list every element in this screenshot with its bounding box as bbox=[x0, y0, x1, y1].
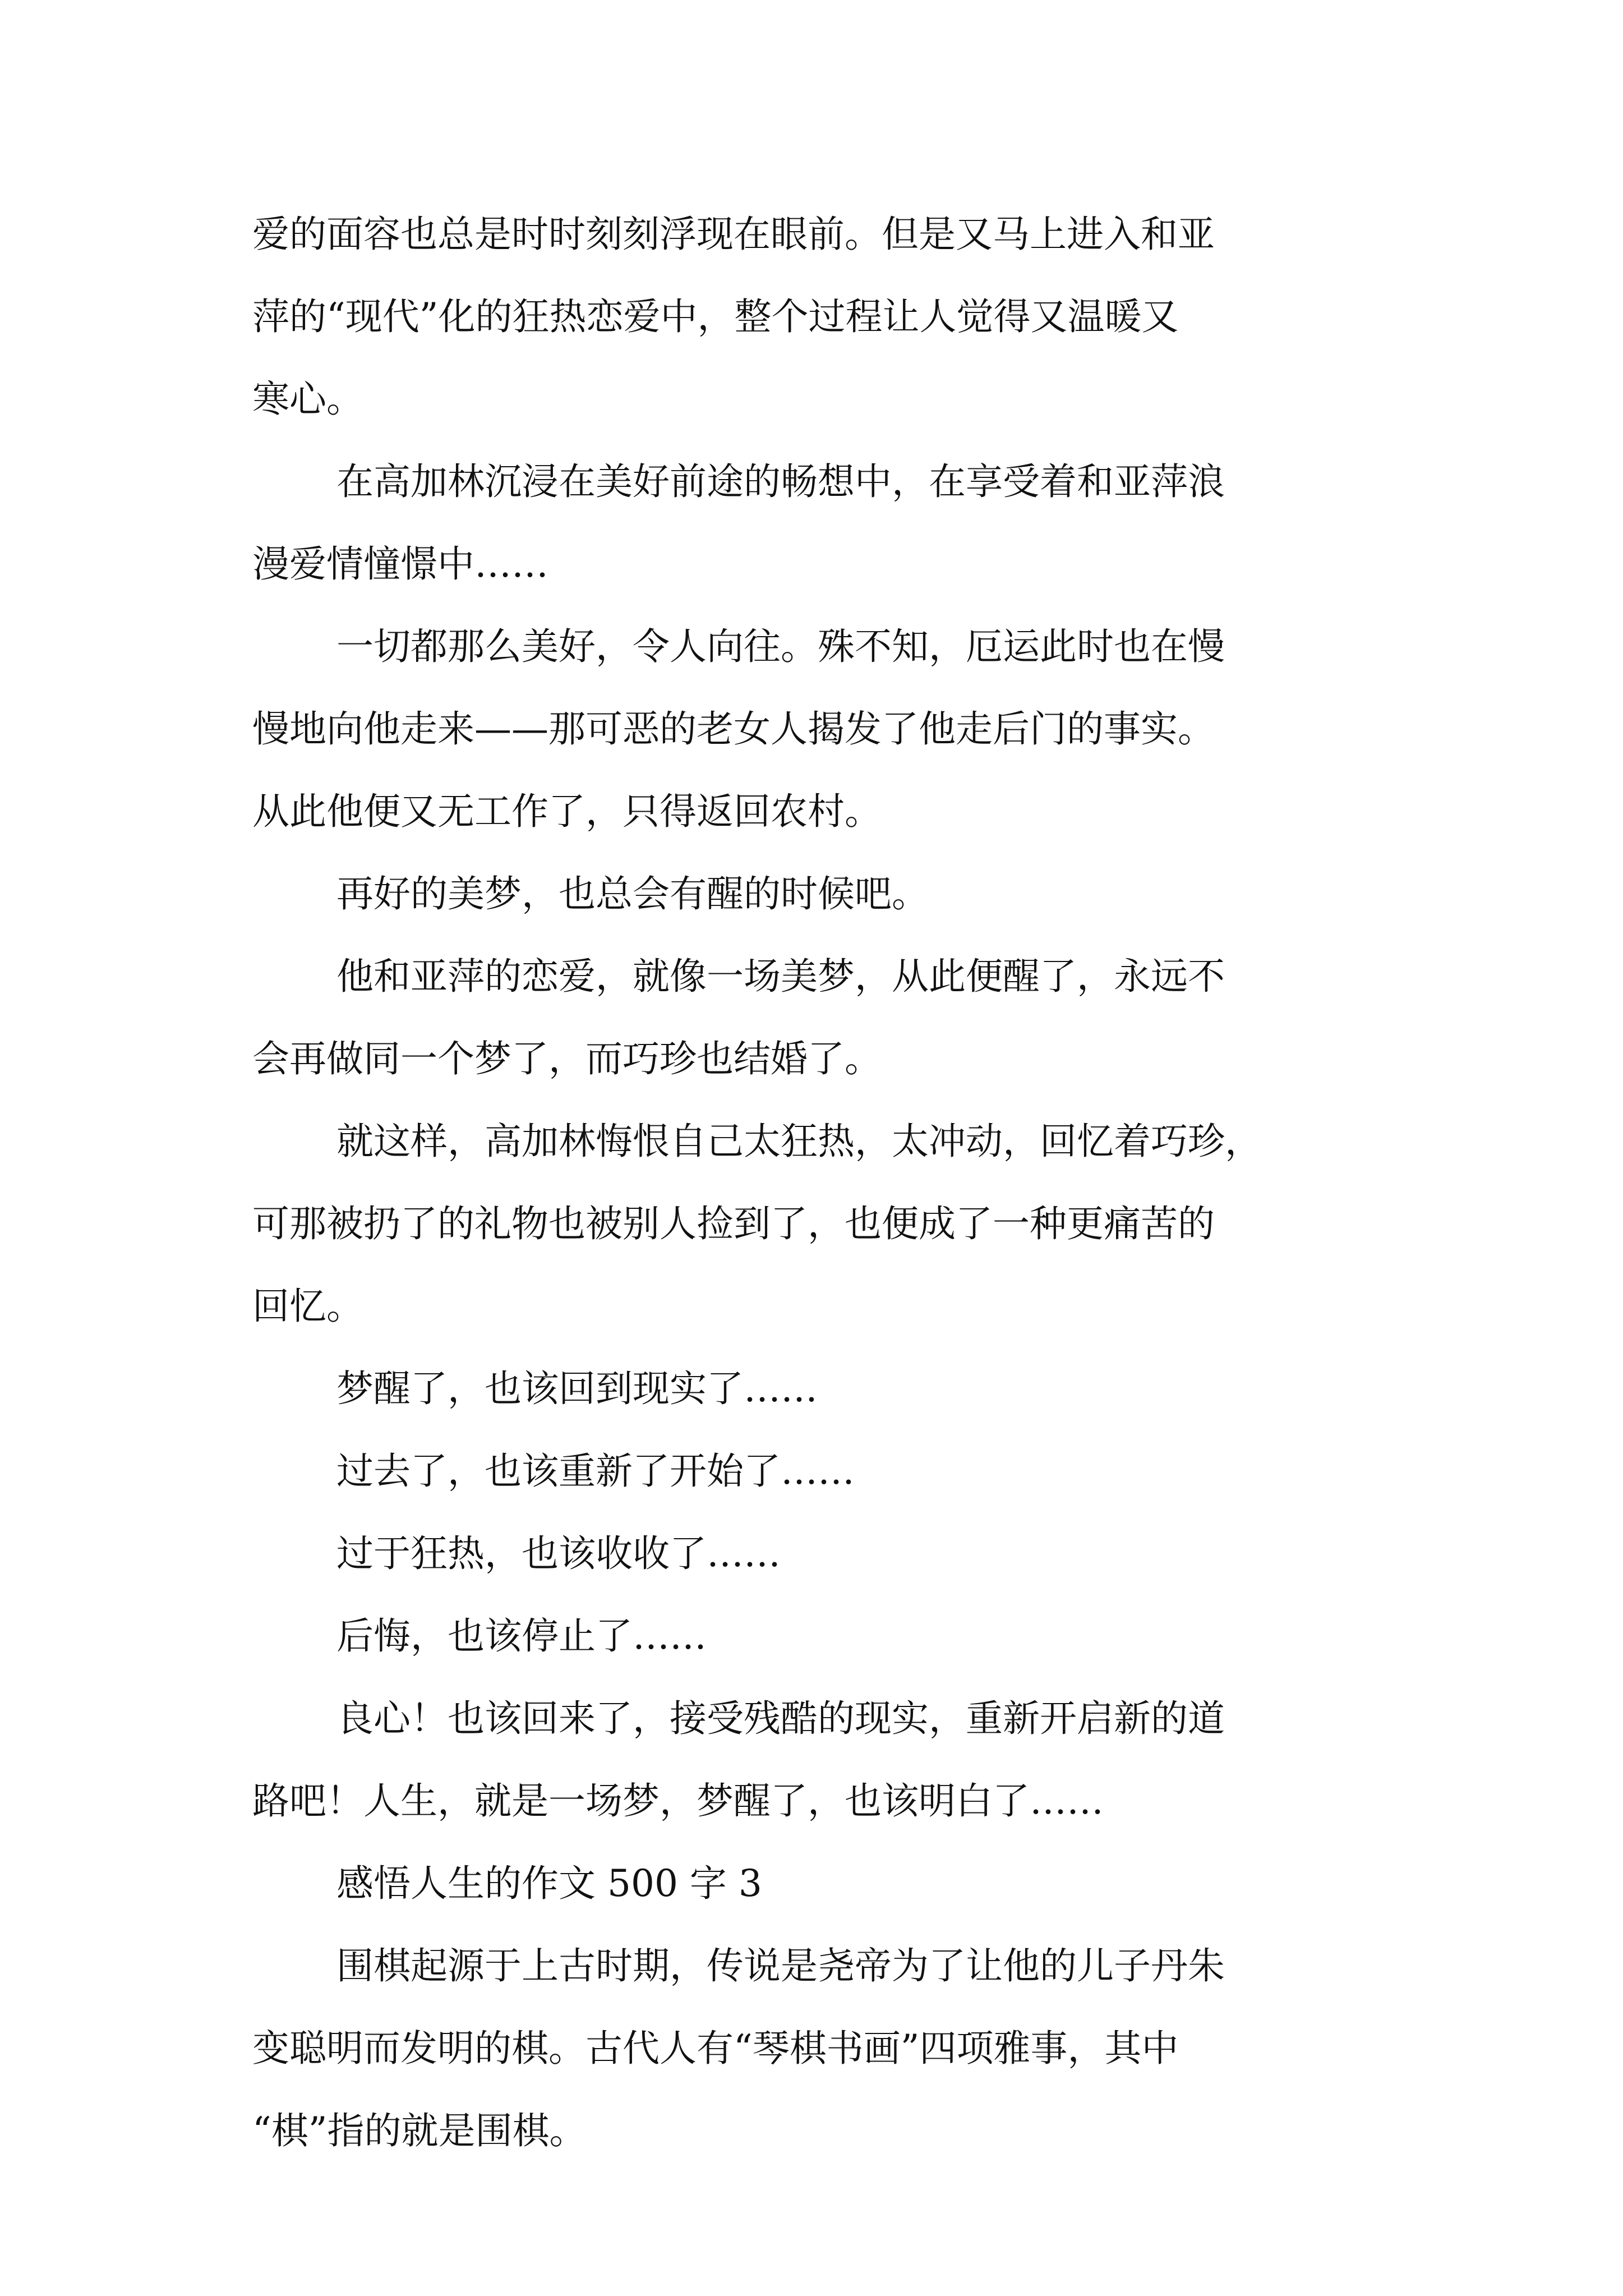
text-line: 回忆。 bbox=[252, 1285, 363, 1328]
text-line: 变聪明而发明的棋。古代人有“琴棋书画”四项雅事，其中 bbox=[252, 2027, 1179, 2070]
text-line: 路吧！人生，就是一场梦，梦醒了，也该明白了…… bbox=[252, 1779, 1104, 1823]
text-line: 爱的面容也总是时时刻刻浮现在眼前。但是又马上进入和亚 bbox=[252, 213, 1215, 256]
text-line: 过于狂热，也该收收了…… bbox=[336, 1532, 781, 1575]
section-heading: 感悟人生的作文 500 字 3 bbox=[336, 1862, 762, 1905]
text-line: 萍的“现代”化的狂热恋爱中，整个过程让人觉得又温暖又 bbox=[252, 295, 1179, 338]
text-line: 可那被扔了的礼物也被别人捡到了，也便成了一种更痛苦的 bbox=[252, 1202, 1215, 1245]
text-line: 从此他便又无工作了，只得返回农村。 bbox=[252, 790, 882, 833]
text-line: 慢地向他走来——那可恶的老女人揭发了他走后门的事实。 bbox=[252, 707, 1215, 751]
text-line: 寒心。 bbox=[252, 378, 363, 421]
text-line: 会再做同一个梦了，而巧珍也结婚了。 bbox=[252, 1037, 882, 1080]
text-line: 漫爱情憧憬中…… bbox=[252, 542, 548, 586]
text-line: 围棋起源于上古时期，传说是尧帝为了让他的儿子丹朱 bbox=[336, 1944, 1225, 1987]
text-line: 过去了，也该重新了开始了…… bbox=[336, 1450, 855, 1493]
text-line: 他和亚萍的恋爱，就像一场美梦，从此便醒了，永远不 bbox=[336, 955, 1225, 998]
text-line: 就这样，高加林悔恨自己太狂热，太冲动，回忆着巧珍， bbox=[336, 1120, 1262, 1163]
text-line: 梦醒了，也该回到现实了…… bbox=[336, 1367, 818, 1410]
text-line: 再好的美梦，也总会有醒的时候吧。 bbox=[336, 872, 929, 915]
text-line: 良心！也该回来了，接受残酷的现实，重新开启新的道 bbox=[336, 1697, 1225, 1740]
text-line: 在高加林沉浸在美好前途的畅想中，在享受着和亚萍浪 bbox=[336, 460, 1225, 503]
text-line: 一切都那么美好，令人向往。殊不知，厄运此时也在慢 bbox=[336, 625, 1225, 668]
text-line: “棋”指的就是围棋。 bbox=[252, 2109, 587, 2152]
text-line: 后悔，也该停止了…… bbox=[336, 1614, 707, 1658]
